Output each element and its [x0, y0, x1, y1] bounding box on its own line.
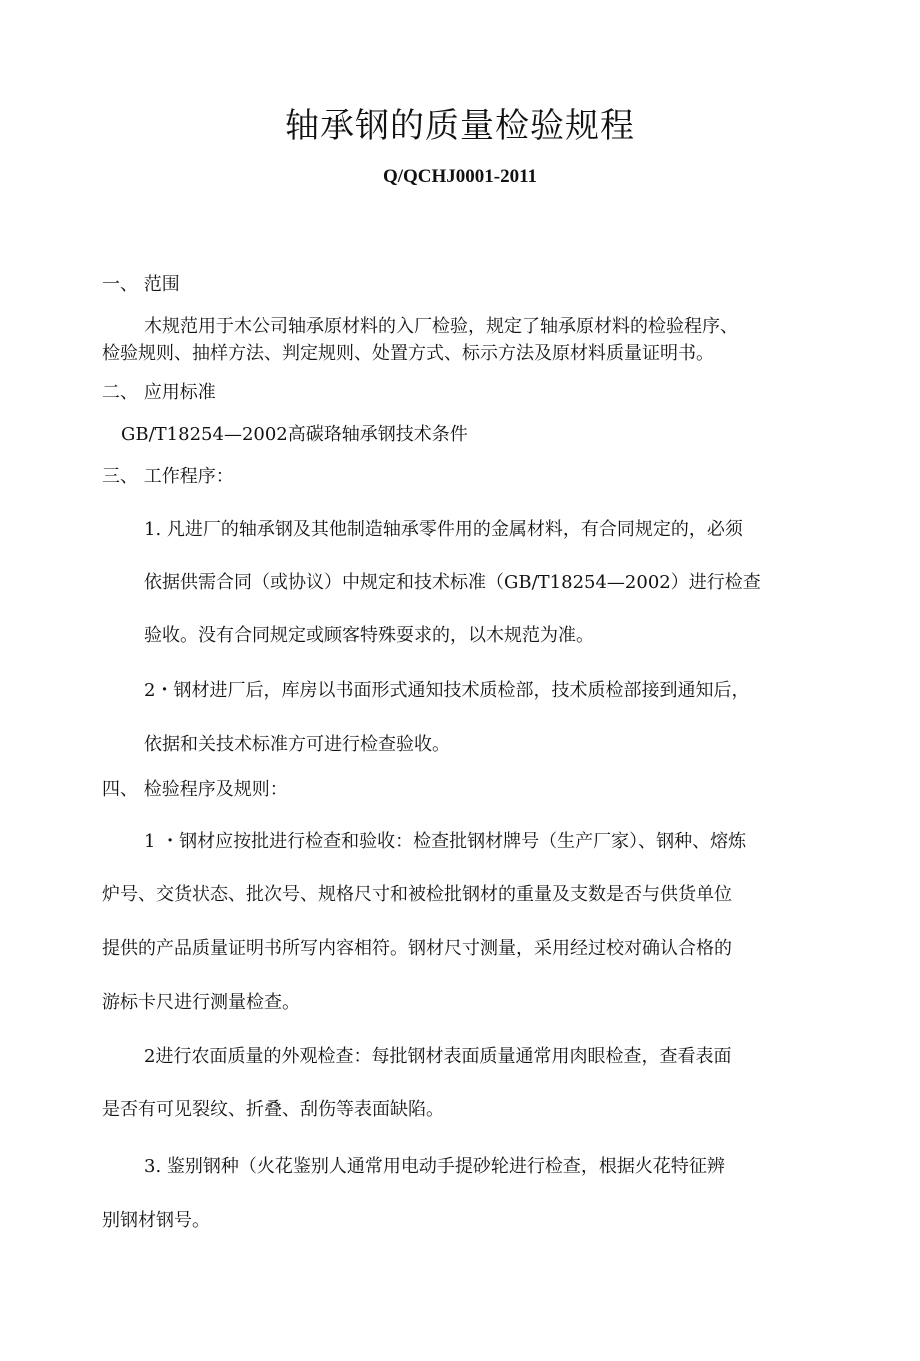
section-2-heading: 二、 应用标准	[102, 382, 216, 403]
section-1-line-2: 检验规则、抽样方法、判定规则、处置方式、标示方法及原材料质量证明书。	[102, 343, 714, 364]
section-1-heading: 一、 范围	[102, 274, 180, 295]
section-4-line-6: 是否有可见裂纹、折叠、刮伤等表面缺陷。	[102, 1099, 444, 1120]
section-1-line-1: 木规范用于木公司轴承原材料的入厂检验，规定了轴承原材料的检验程序、	[144, 316, 738, 337]
section-4-line-2: 炉号、交货状态、批次号、规格尺寸和被检批钢材的重量及支数是否与供货单位	[102, 884, 732, 905]
section-4-line-5: 2进行农面质量的外观检查：每批钢材表面质量通常用肉眼检查，查看表面	[144, 1046, 732, 1067]
section-4-line-4: 游标卡尺进行测量检查。	[102, 992, 300, 1013]
document-title: 轴承钢的质量检验规程	[285, 106, 635, 146]
section-4-line-7: 3. 鉴别钢种（火花鉴别人通常用电动手提砂轮进行检查，根据火花特征辨	[144, 1156, 725, 1177]
section-3-line-2: 依据供需合同（或协议）中规定和技术标准（GB/T18254—2002）进行检查	[144, 572, 761, 593]
section-4-line-1: 1 ・钢材应按批进行检查和验收：检查批钢材牌号（生产厂家）、钢种、熔炼	[144, 831, 747, 852]
section-2-line-1: GB/T18254—2002高碳珞轴承钢技术条件	[121, 424, 468, 445]
section-4-heading: 四、 检验程序及规则：	[102, 779, 288, 800]
document-code: Q/QCHJ0001-2011	[382, 166, 538, 187]
section-3-line-3: 验收。没有合同规定或顾客特殊耍求的，以木规范为准。	[144, 625, 594, 646]
section-4-line-3: 提供的产品质量证明书所写内容相符。钢材尺寸测量，采用经过校对确认合格的	[102, 938, 732, 959]
section-3-line-1: 1. 凡进厂的轴承钢及其他制造轴承零件用的金属材料，有合同规定的，必须	[144, 519, 743, 540]
section-3-line-5: 依据和关技术标准方可进行检查验收。	[144, 734, 450, 755]
section-3-line-4: 2・钢材进厂后，库房以书面形式通知技术质检部，技术质检部接到通知后，	[144, 680, 750, 701]
section-3-heading: 三、 工作程序：	[102, 466, 234, 487]
section-4-line-8: 别钢材钢号。	[102, 1210, 210, 1231]
